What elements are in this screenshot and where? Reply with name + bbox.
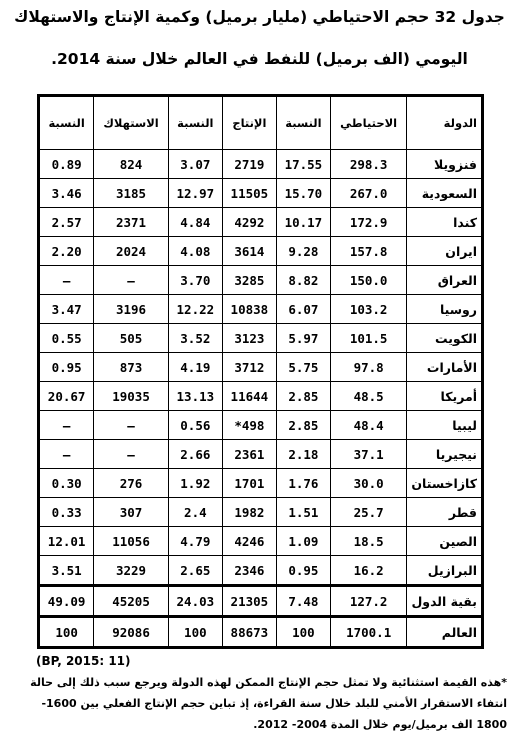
- cell-consumption-share: 0.95: [39, 353, 94, 382]
- cell-reserve-share: 15.70: [276, 179, 330, 208]
- cell-production: 4246: [222, 527, 276, 556]
- cell-consumption: 2024: [94, 237, 169, 266]
- cell-country: السعودية: [407, 179, 483, 208]
- cell-consumption: 92086: [94, 617, 169, 648]
- table-row-rest-of-world: [39, 586, 483, 617]
- cell-production-share: 4.79: [168, 527, 222, 556]
- cell-consumption: –: [94, 266, 169, 295]
- cell-consumption: 276: [94, 469, 169, 498]
- cell-production: 1701: [222, 469, 276, 498]
- cell-production-share: 2.65: [168, 556, 222, 586]
- cell-reserve-share: 1.51: [276, 498, 330, 527]
- cell-reserve: 103.2: [330, 295, 406, 324]
- cell-production: 498*: [222, 411, 276, 440]
- cell-production: 88673: [222, 617, 276, 648]
- table-row: [39, 411, 483, 440]
- cell-production-share: 3.70: [168, 266, 222, 295]
- cell-production-share: 2.4: [168, 498, 222, 527]
- table-row: [39, 208, 483, 237]
- cell-production: 3614: [222, 237, 276, 266]
- cell-reserve-share: 2.85: [276, 411, 330, 440]
- cell-production: 11505: [222, 179, 276, 208]
- cell-reserve-share: 1.09: [276, 527, 330, 556]
- cell-country: قطر: [407, 498, 483, 527]
- cell-consumption-share: –: [39, 440, 94, 469]
- cell-country: بقية الدول: [407, 586, 483, 617]
- header-country: الدولة: [407, 96, 483, 150]
- cell-reserve: 97.8: [330, 353, 406, 382]
- cell-reserve: 101.5: [330, 324, 406, 353]
- cell-country: كندا: [407, 208, 483, 237]
- cell-production-share: 12.97: [168, 179, 222, 208]
- cell-production: 3123: [222, 324, 276, 353]
- cell-country: الأمارات: [407, 353, 483, 382]
- cell-consumption: 307: [94, 498, 169, 527]
- cell-consumption-share: 3.47: [39, 295, 94, 324]
- cell-reserve: 127.2: [330, 586, 406, 617]
- cell-country: ليبيا: [407, 411, 483, 440]
- cell-consumption: 824: [94, 150, 169, 179]
- cell-production-share: 4.08: [168, 237, 222, 266]
- cell-production: 2719: [222, 150, 276, 179]
- cell-production-share: 24.03: [168, 586, 222, 617]
- cell-country: الكويت: [407, 324, 483, 353]
- cell-reserve-share: 0.95: [276, 556, 330, 586]
- table-row: [39, 237, 483, 266]
- cell-consumption-share: 100: [39, 617, 94, 648]
- cell-consumption-share: –: [39, 266, 94, 295]
- cell-country: أمريكا: [407, 382, 483, 411]
- cell-reserve-share: 17.55: [276, 150, 330, 179]
- cell-production-share: 13.13: [168, 382, 222, 411]
- table-row: [39, 266, 483, 295]
- cell-production: 3285: [222, 266, 276, 295]
- cell-country: الصين: [407, 527, 483, 556]
- cell-production: 21305: [222, 586, 276, 617]
- cell-reserve: 48.4: [330, 411, 406, 440]
- cell-reserve-share: 5.97: [276, 324, 330, 353]
- cell-reserve: 267.0: [330, 179, 406, 208]
- cell-consumption: 45205: [94, 586, 169, 617]
- table-header-row: [39, 96, 483, 150]
- cell-consumption-share: 0.55: [39, 324, 94, 353]
- cell-reserve-share: 10.17: [276, 208, 330, 237]
- cell-consumption: 873: [94, 353, 169, 382]
- cell-reserve: 1700.1: [330, 617, 406, 648]
- cell-production-share: 12.22: [168, 295, 222, 324]
- cell-country: فنزويلا: [407, 150, 483, 179]
- header-reserve-share: النسبة: [276, 96, 330, 150]
- cell-consumption: –: [94, 411, 169, 440]
- cell-consumption: 3229: [94, 556, 169, 586]
- cell-production-share: 4.19: [168, 353, 222, 382]
- table-row: [39, 324, 483, 353]
- table-row: [39, 469, 483, 498]
- cell-reserve: 172.9: [330, 208, 406, 237]
- cell-production-share: 4.84: [168, 208, 222, 237]
- cell-country: روسيا: [407, 295, 483, 324]
- cell-production-share: 0.56: [168, 411, 222, 440]
- cell-reserve-share: 6.07: [276, 295, 330, 324]
- cell-consumption: 505: [94, 324, 169, 353]
- cell-production: 4292: [222, 208, 276, 237]
- cell-consumption-share: 3.46: [39, 179, 94, 208]
- cell-reserve-share: 2.85: [276, 382, 330, 411]
- cell-production-share: 1.92: [168, 469, 222, 498]
- cell-reserve: 37.1: [330, 440, 406, 469]
- cell-consumption-share: 0.33: [39, 498, 94, 527]
- cell-reserve-share: 8.82: [276, 266, 330, 295]
- table-title-line-2: اليومي (الف برميل) للنفط في العالم خلال سنة 2014.: [51, 50, 468, 68]
- table-row: [39, 498, 483, 527]
- cell-production-share: 3.52: [168, 324, 222, 353]
- cell-consumption: 11056: [94, 527, 169, 556]
- footnote-line-3: 1800 الف برميل/يوم خلال المدة 2004- 2012.: [253, 718, 507, 731]
- footnote-line-1: *هذه القيمة استثنائية ولا تمثل حجم الإنتاج الممكن لهذه الدولة ويرجع سبب ذلك إلى حالة: [30, 676, 507, 689]
- cell-consumption-share: 2.20: [39, 237, 94, 266]
- cell-consumption-share: 3.51: [39, 556, 94, 586]
- cell-country: كازاخستان: [407, 469, 483, 498]
- cell-reserve: 30.0: [330, 469, 406, 498]
- oil-data-table: [37, 94, 484, 649]
- cell-consumption: 3196: [94, 295, 169, 324]
- cell-production: 2361: [222, 440, 276, 469]
- header-consumption-share: النسبة: [39, 96, 94, 150]
- table-row: [39, 527, 483, 556]
- cell-production: 3712: [222, 353, 276, 382]
- cell-reserve-share: 7.48: [276, 586, 330, 617]
- table-row: [39, 295, 483, 324]
- cell-production: 10838: [222, 295, 276, 324]
- cell-consumption-share: –: [39, 411, 94, 440]
- header-reserve: الاحتياطي: [330, 96, 406, 150]
- cell-production-share: 100: [168, 617, 222, 648]
- cell-consumption: 19035: [94, 382, 169, 411]
- cell-country: ايران: [407, 237, 483, 266]
- cell-reserve-share: 9.28: [276, 237, 330, 266]
- cell-production-share: 3.07: [168, 150, 222, 179]
- cell-country: البرازيل: [407, 556, 483, 586]
- cell-consumption-share: 0.30: [39, 469, 94, 498]
- cell-country: العالم: [407, 617, 483, 648]
- header-consumption: الاستهلاك: [94, 96, 169, 150]
- cell-production: 1982: [222, 498, 276, 527]
- cell-reserve-share: 100: [276, 617, 330, 648]
- header-production-share: النسبة: [168, 96, 222, 150]
- cell-reserve-share: 2.18: [276, 440, 330, 469]
- cell-reserve-share: 5.75: [276, 353, 330, 382]
- header-production: الإنتاج: [222, 96, 276, 150]
- cell-reserve: 157.8: [330, 237, 406, 266]
- table-row: [39, 382, 483, 411]
- cell-reserve: 25.7: [330, 498, 406, 527]
- cell-consumption: 3185: [94, 179, 169, 208]
- cell-reserve: 16.2: [330, 556, 406, 586]
- table-row-world-total: [39, 617, 483, 648]
- cell-consumption-share: 49.09: [39, 586, 94, 617]
- table-row: [39, 556, 483, 586]
- cell-consumption-share: 0.89: [39, 150, 94, 179]
- cell-reserve: 150.0: [330, 266, 406, 295]
- cell-reserve: 48.5: [330, 382, 406, 411]
- cell-consumption-share: 20.67: [39, 382, 94, 411]
- cell-production-share: 2.66: [168, 440, 222, 469]
- table-row: [39, 353, 483, 382]
- cell-country: نيجيريا: [407, 440, 483, 469]
- cell-consumption: –: [94, 440, 169, 469]
- table-row: [39, 150, 483, 179]
- cell-consumption: 2371: [94, 208, 169, 237]
- cell-production: 11644: [222, 382, 276, 411]
- cell-reserve: 18.5: [330, 527, 406, 556]
- cell-reserve-share: 1.76: [276, 469, 330, 498]
- cell-reserve: 298.3: [330, 150, 406, 179]
- source-citation: (BP, 2015: 11): [36, 654, 131, 668]
- cell-consumption-share: 12.01: [39, 527, 94, 556]
- cell-country: العراق: [407, 266, 483, 295]
- table-row: [39, 440, 483, 469]
- table-title-line-1: جدول 32 حجم الاحتياطي (مليار برميل) وكمية الإنتاج والاستهلاك: [14, 8, 505, 26]
- table-row: [39, 179, 483, 208]
- cell-production: 2346: [222, 556, 276, 586]
- footnote-line-2: انتفاء الاستقرار الأمني للبلد خلال سنة القراءة، إذ تباين حجم الإنتاج الفعلي بين 1600-: [41, 697, 507, 710]
- cell-consumption-share: 2.57: [39, 208, 94, 237]
